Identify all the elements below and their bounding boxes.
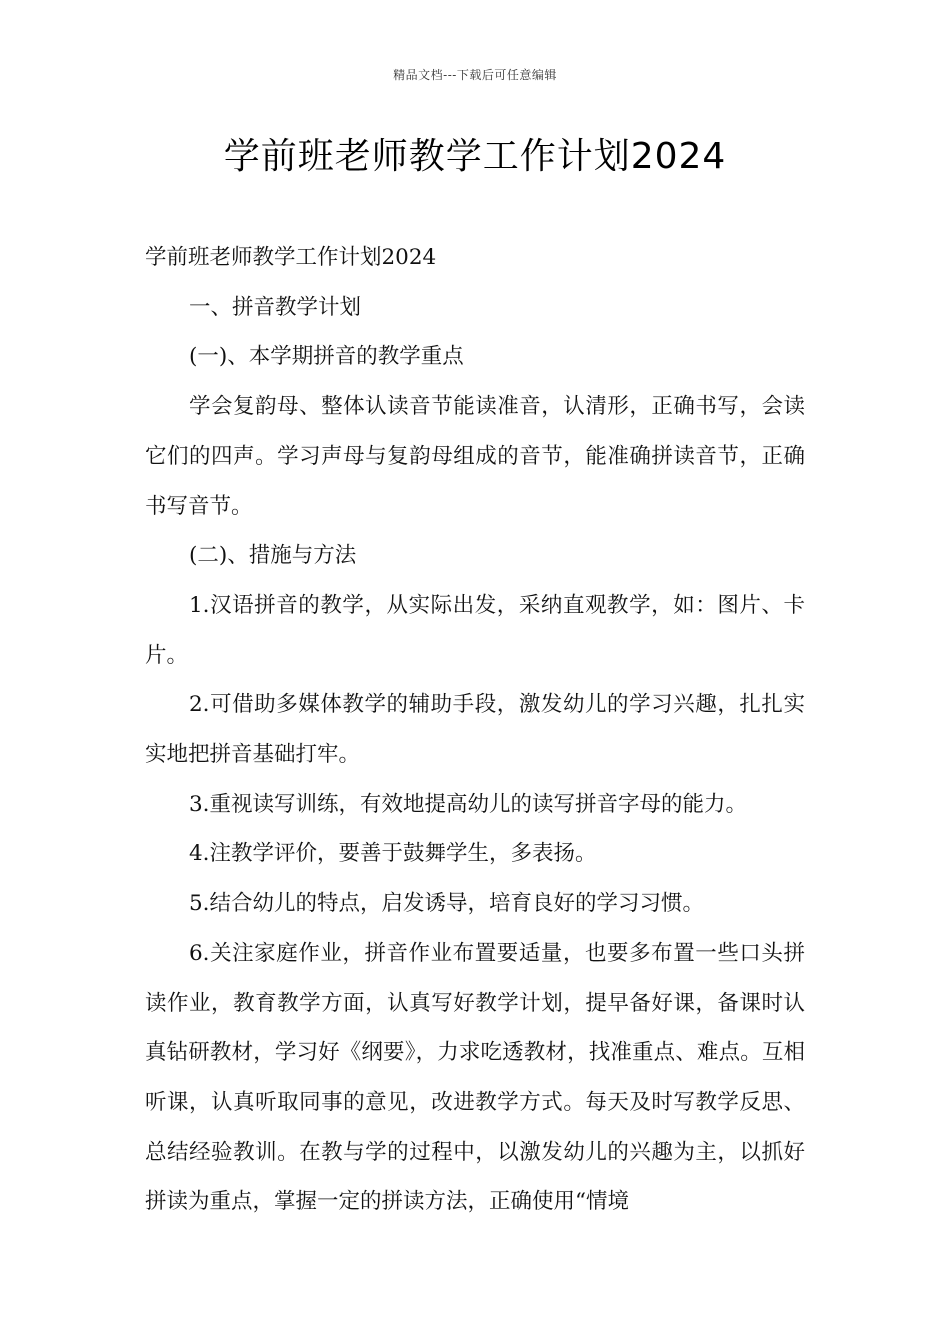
paragraph-method-2: 2.可借助多媒体教学的辅助手段，激发幼儿的学习兴趣，扎扎实实地把拼音基础打牢。 (145, 692, 805, 768)
paragraph-section-heading: 一、拼音教学计划 (189, 294, 362, 320)
paragraph-method-6: 6.关注家庭作业，拼音作业布置要适量，也要多布置一些口头拼读作业，教育教学方面，认真写好教学计划，提早备好课，备课时认真钻研教材，学习好《纲要》，力求吃透教材，找准重点、难点。互相听课，认真听取同事的意见，改进教学方式。每天及时写教学反思、总结经验教训。在教与学的过程中，以激发幼儿的兴趣为主，以抓好拼读为重点，掌握一定的拼读方法，正确使用“情境 (145, 940, 805, 1215)
paragraph-method-5: 5.结合幼儿的特点，启发诱导，培育良好的学习习惯。 (189, 891, 705, 917)
paragraph-method-4: 4.注教学评价，要善于鼓舞学生，多表扬。 (189, 841, 597, 867)
header-note: 精品文档---下载后可任意编辑 (393, 68, 557, 82)
paragraph-subheading-focus: (一)、本学期拼音的教学重点 (189, 344, 464, 370)
paragraph-focus-content: 学会复韵母、整体认读音节能读准音，认清形，正确书写，会读它们的四声。学习声母与复韵母组成的音节，能准确拼读音节，正确书写音节。 (145, 394, 805, 519)
paragraph-subheading-methods: (二)、措施与方法 (189, 543, 357, 569)
paragraph-method-1: 1.汉语拼音的教学，从实际出发，采纳直观教学，如：图片、卡片。 (145, 592, 805, 668)
document-title: 学前班老师教学工作计划2024 (223, 136, 727, 177)
paragraph-method-3: 3.重视读写训练，有效地提高幼儿的读写拼音字母的能力。 (189, 791, 748, 817)
document-body (145, 233, 805, 1227)
paragraph-subtitle: 学前班老师教学工作计划2024 (145, 245, 437, 270)
